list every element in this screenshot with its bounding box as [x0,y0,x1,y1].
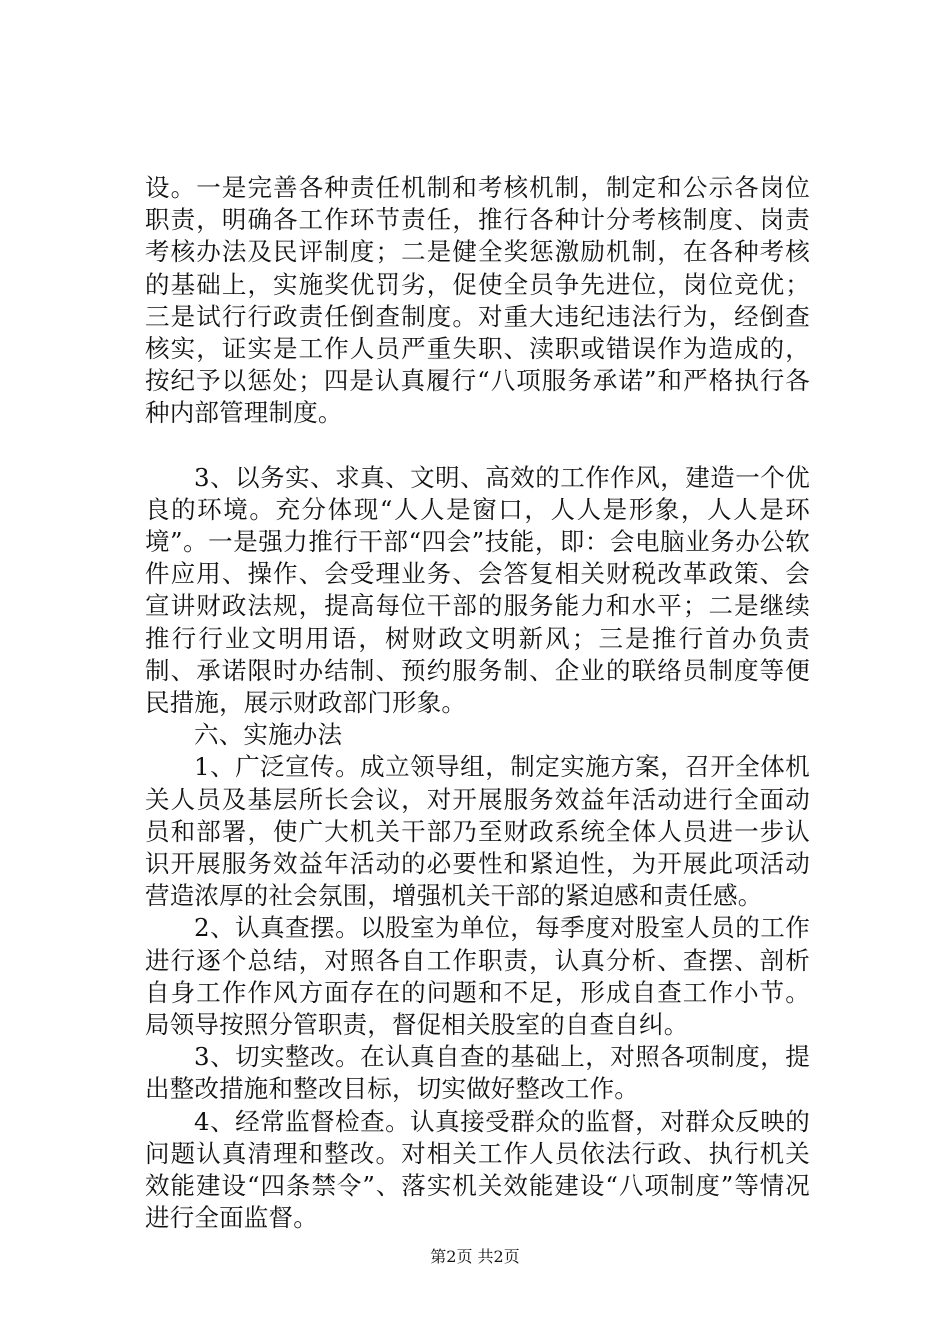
section-heading-implementation: 六、实施办法 [194,720,343,750]
paragraph-work-style: 3、以务实、求真、文明、高效的工作作风，建造一个优良的环境。充分体现“人人是窗口，人人是形象，人人是环境”。一是强力推行干部“四会”技能，即：会电脑业务办公软件应用、操作、会受理业务、会答复相关财税改革政策、会宣讲财政法规，提高每位干部的服务能力和水平；二是继续推行行业文明用语，树财政文明新风；三是推行首办负责制、承诺限时办结制、预约服务制、企业的联络员制度等便民措施，展示财政部门形象。 [145,462,810,718]
paragraph-rectification: 3、切实整改。在认真自查的基础上，对照各项制度，提出整改措施和整改目标，切实做好整改工作。 [145,1042,810,1104]
paragraph-supervision: 4、经常监督检查。认真接受群众的监督，对群众反映的问题认真清理和整改。对相关工作人员依法行政、执行机关效能建设“四条禁令”、落实机关效能建设“八项制度”等情况进行全面监督。 [145,1106,810,1233]
page-number-footer: 第2页 共2页 [430,1247,520,1266]
paragraph-publicity: 1、广泛宣传。成立领导组，制定实施方案，召开全体机关人员及基层所长会议，对开展服务效益年活动进行全面动员和部署，使广大机关干部乃至财政系统全体人员进一步认识开展服务效益年活动的必要性和紧迫性，为开展此项活动营造浓厚的社会氛围，增强机关干部的紧迫感和责任感。 [145,752,810,911]
paragraph-self-check: 2、认真查摆。以股室为单位，每季度对股室人员的工作进行逐个总结，对照各自工作职责，认真分析、查摆、剖析自身工作作风方面存在的问题和不足，形成自查工作小节。局领导按照分管职责，督促相关股室的自查自纠。 [145,913,810,1040]
paragraph-responsibility-mechanism: 设。一是完善各种责任机制和考核机制，制定和公示各岗位职责，明确各工作环节责任，推行各种计分考核制度、岗责考核办法及民评制度；二是健全奖惩激励机制，在各种考核的基础上，实施奖优罚劣，促使全员争先进位，岗位竞优；三是试行行政责任倒查制度。对重大违纪违法行为，经倒查核实，证实是工作人员严重失职、渎职或错误作为造成的，按纪予以惩处；四是认真履行“八项服务承诺”和严格执行各种内部管理制度。 [145,173,810,428]
document-body [145,172,810,1235]
